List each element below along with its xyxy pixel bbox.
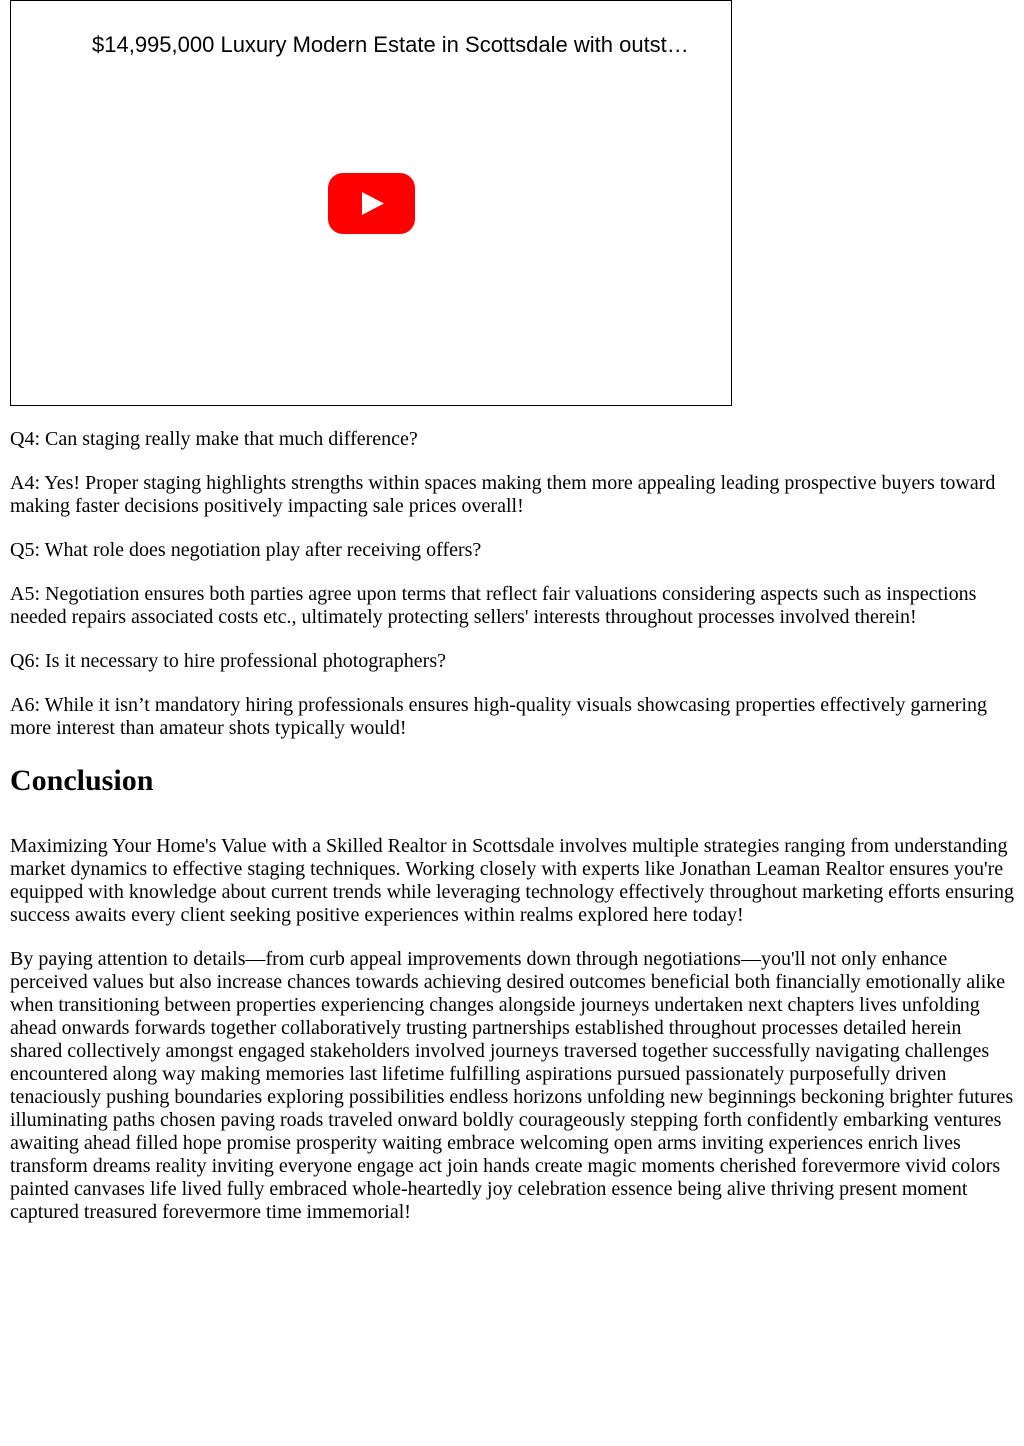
faq-section <box>10 428 1014 740</box>
youtube-video-embed[interactable] <box>10 0 732 406</box>
faq-answer: A5: Negotiation ensures both parties agree upon terms that reflect fair valuations considering aspects such as inspections needed repairs associated costs etc., ultimately protecting sellers' interests throughout processes involved therein! <box>10 583 977 628</box>
faq-answer: A6: While it isn’t mandatory hiring professionals ensures high-quality visuals showcasing properties effectively garnering more interest than amateur shots typically would! <box>10 694 988 739</box>
video-title[interactable]: $14,995,000 Luxury Modern Estate in Scottsdale with outst… <box>92 32 689 57</box>
faq-answer: A4: Yes! Proper staging highlights strengths within spaces making them more appealing leading prospective buyers toward making faster decisions positively impacting sale prices overall! <box>10 472 996 517</box>
conclusion-paragraph: By paying attention to details—from curb appeal improvements down through negotiations—you'll not only enhance perceived values but also increase chances towards achieving desired outcomes beneficial both financially emotionally alike when transitioning between properties experiencing changes alongside journeys undertaken next chapters lives unfolding ahead onwards forwards together collaboratively trusting partnerships established throughout processes detailed herein shared collectively amongst engaged stakeholders involved journeys traversed together successfully navigating challenges encountered along way making memories last lifetime fulfilling aspirations pursued passionately purposefully driven tenaciously pushing boundaries exploring possibilities endless horizons unfolding new beginnings beckoning brighter futures illuminating paths chosen paving roads traveled onward boldly courageously stepping forth confidently embarking ventures awaiting ahead filled hope promise prosperity waiting embrace welcoming open arms inviting experiences enrich lives transform dreams reality inviting everyone engage act join hands create magic moments cherished forevermore vivid colors painted canvases life lived fully embraced whole-heartedly joy celebration essence being alive thriving present moment captured treasured forevermore time immemorial! <box>10 948 1014 1223</box>
conclusion-heading: Conclusion <box>10 764 154 797</box>
faq-question: Q5: What role does negotiation play after receiving offers? <box>10 539 482 561</box>
faq-question: Q4: Can staging really make that much difference? <box>10 428 418 450</box>
faq-question: Q6: Is it necessary to hire professional photographers? <box>10 650 446 672</box>
conclusion-paragraph: Maximizing Your Home's Value with a Skilled Realtor in Scottsdale involves multiple strategies ranging from understanding market dynamics to effective staging techniques. Working closely with experts like Jonathan Leaman Realtor ensures you're equipped with knowledge about current trends while leveraging technology effectively throughout marketing efforts ensuring success awaits every client seeking positive experiences within realms explored here today! <box>10 835 1014 926</box>
youtube-play-icon[interactable] <box>328 173 415 234</box>
conclusion-section <box>10 835 1014 1224</box>
